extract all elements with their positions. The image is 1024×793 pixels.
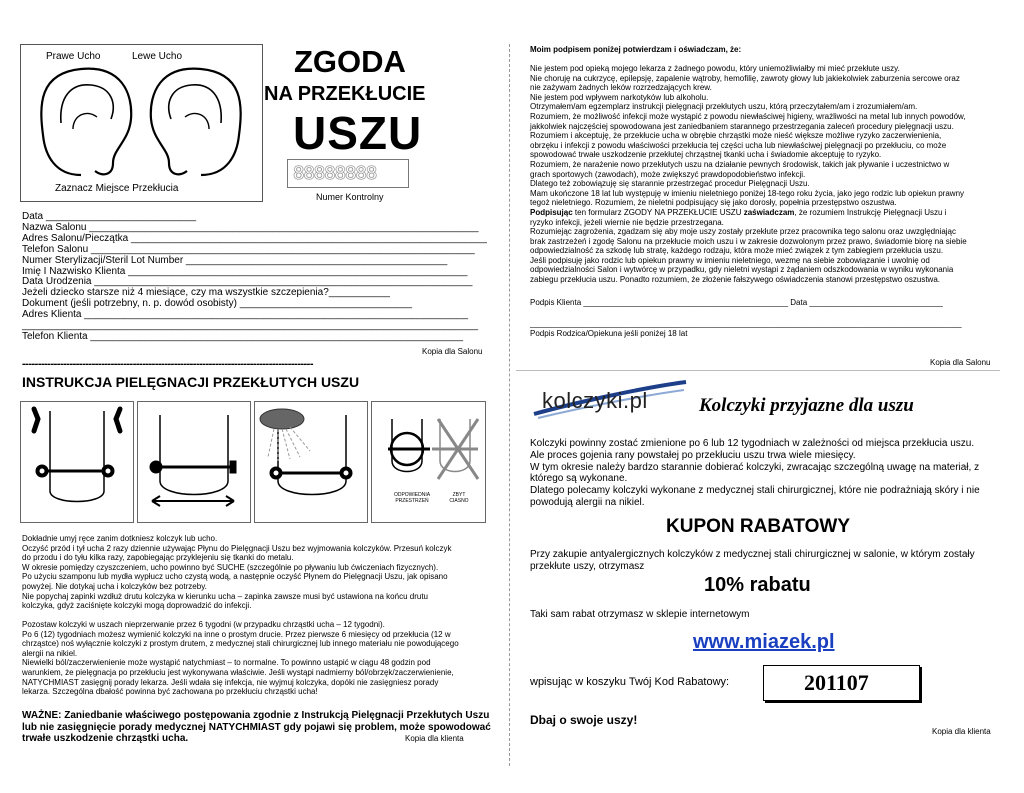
coupon-text: Przy zakupie antyalergicznych kolczyków z medycznej stali chirurgicznej w salonie, w którym zostały przekłute uszy, otrzymasz bbox=[530, 549, 975, 572]
field-client-phone[interactable]: Telefon Klienta ___________________________________________________________________ bbox=[22, 330, 464, 342]
label-proper-space: ODPOWIEDNIA PRZESTRZEŃ bbox=[393, 492, 431, 504]
title-big: USZU bbox=[293, 107, 423, 159]
field-client-address[interactable]: Adres Klienta _____________________________________________________________________ bbox=[22, 309, 469, 321]
field-document[interactable]: Dokument (jeśli potrzebny, n. p. dowód osobisty) _______________________________ bbox=[22, 298, 413, 310]
field-salon-address[interactable]: Adres Salonu/Pieczątka ________________________________________________________________ bbox=[22, 232, 487, 244]
ear-diagram-box bbox=[20, 44, 263, 202]
field-salon-name[interactable]: Nazwa Salonu ______________________________________________________________________ bbox=[22, 221, 479, 233]
copy-salon-right: Kopia dla Salonu bbox=[930, 358, 991, 367]
shop-url-link[interactable]: www.miazek.pl bbox=[693, 631, 835, 653]
signature-client-line[interactable]: Podpis Klienta ______________________________________________ Data ______________________________ bbox=[530, 298, 943, 307]
instructions-heading: INSTRUKCJA PIELĘGNACJI PRZEKŁUTYCH USZU bbox=[22, 374, 360, 390]
title-main: ZGODA bbox=[294, 44, 406, 79]
discount-code: 201107 bbox=[804, 670, 869, 695]
field-client-name[interactable]: Imię I Nazwisko Klienta _____________________________________________________________ bbox=[22, 265, 468, 277]
right-separator bbox=[516, 370, 1000, 371]
copy-client-right: Kopia dla klienta bbox=[932, 727, 991, 736]
discount-code-label: wpisując w koszyku Twój Kod Rabatowy: bbox=[530, 676, 730, 688]
field-salon-phone[interactable]: Telefon Salonu _____________________________________________________________________ bbox=[22, 243, 475, 255]
discount-amount: 10% rabatu bbox=[704, 574, 811, 596]
label-too-tight: ZBYT CIASNO bbox=[449, 492, 469, 504]
field-birth-date[interactable]: Data Urodzenia ____________________________________________________________________ bbox=[22, 276, 473, 288]
left-ear-label: Lewe Ucho bbox=[132, 51, 183, 62]
signature-parent-line[interactable]: _________________________________________________________________________________________________ bbox=[530, 319, 962, 328]
copy-salon-left: Kopia dla Salonu bbox=[422, 347, 483, 356]
consent-signing-line: Podpisując ten formularz ZGODY NA PRZEKŁUCIE USZU zaświadczam, że rozumiem Instrukcję Pielęgnacji Uszu i bbox=[530, 207, 947, 217]
promo-tagline: Kolczyki przyjazne dla uszu bbox=[699, 395, 914, 416]
field-vaccinations[interactable]: Jeżeli dziecko starsze niż 4 miesiące, czy ma wszystkie szczepienia?___________ bbox=[22, 287, 390, 299]
ears-illustration bbox=[21, 63, 262, 183]
field-client-address-2[interactable]: __________________________________________________________________________________ bbox=[22, 320, 479, 332]
coupon-title: KUPON RABATOWY bbox=[666, 516, 851, 537]
cut-line: -------------------------------------------------------------------------------------------- bbox=[22, 358, 314, 370]
signature-parent-label: Podpis Rodzica/Opiekuna jeśli poniżej 18 lat bbox=[530, 329, 688, 338]
control-number-box bbox=[287, 159, 409, 188]
copy-client-left: Kopia dla klienta bbox=[405, 734, 464, 743]
instructions-para-2: Pozostaw kolczyki w uszach nieprzerwanie przez 6 tygodni (w przypadku chrząstki ucha – 12 tygodni). Po 6 (12) tygodniach możesz wymienić kolczyki na inne o prostym drucie. Przez pierwsze 6 miesięcy od przekłucia (12 w chrząstce) noś wyłącznie kolczyki z prostym drutem, z medycznej stali chirurgicznej lub innego materiału nie powodującego alergii na nikiel. Niewielki ból/zaczerwienienie może wystąpić natychmiast – to normalne. To powinno ustąpić w ciągu 48 godzin pod warunkiem, że pielęgnacja po przekłuciu jest wykonywana właściwie. Jeśli wystąpi nadmierny ból/obrzęk/zaczerwienienie, NATYCHMIAST zasięgnij porady lekarza. Jeśli wdała się infekcja, nie wyjmuj kolczyka, dopóki nie zasięgniesz porady lekarza. Szczególna dbałość powinna być zachowana po przekłuciu chrząstki ucha! bbox=[22, 620, 459, 697]
kolczyki-logo bbox=[530, 378, 690, 424]
care-pictograms bbox=[20, 401, 486, 523]
control-number-digits: 88888888 bbox=[293, 163, 377, 185]
instructions-warning: WAŻNE: Zaniedbanie właściwego postępowania zgodnie z Instrukcją Pielęgnacji Przekłutych Uszu lub nie zasięgnięcie porady medycznej NATYCHMIAST gdy pojawi się problem, może spowodować trwałe uszkodzenie chrząstki ucha. bbox=[22, 710, 491, 744]
consent-heading: Moim podpisem poniżej potwierdzam i oświadczam, że: bbox=[530, 45, 742, 54]
right-ear-label: Prawe Ucho bbox=[46, 51, 101, 62]
instructions-para-1: Dokładnie umyj ręce zanim dotkniesz kolczyk lub ucho. Oczyść przód i tył ucha 2 razy dziennie używając Płynu do Pielęgnacji Uszu bez wyjmowania kolczyków. Przesuń kolczyk do przodu i do tyłu kilka razy, zapobiegając przyklejeniu się tkanki do metalu. W okresie pomiędzy czyszczeniem, ucho powinno być SUCHE (szczególnie po pływaniu lub ćwiczeniach fizycznych). Po użyciu szamponu lub mydła wypłucz ucho czystą wodą, a następnie oczyść Płynem do Pielęgnacji Uszu, jak opisano powyżej. Nie dotykaj ucha i kolczyków bez potrzeby. Nie popychaj zapinki wzdłuż drutu kolczyka w kierunku ucha – zapinka zawsze musi być ustawiona na końcu drutu kolczyka, gdyż zaciśnięte kolczyki mogą doprowadzić do infekcji. bbox=[22, 534, 452, 611]
logo-text: kolczyki.pl bbox=[542, 388, 648, 413]
slogan: Dbaj o swoje uszy! bbox=[530, 713, 638, 727]
ear-box-caption: Zaznacz Miejsce Przekłucia bbox=[55, 183, 179, 194]
field-lot-number[interactable]: Numer Sterylizacji/Steril Lot Number _______________________________________________ bbox=[22, 254, 448, 266]
vertical-divider bbox=[509, 44, 510, 766]
consent-statements: Nie jestem pod opieką mojego lekarza z żadnego powodu, który uniemożliwiałby mi mieć przekłute uszy. Nie choruję na cukrzycę, epilepsję, zapalenie wątroby, hemofilię, zawroty głowy lub jakiekolwiek zaburzenia sercowe oraz nie zażywam żadnych leków rozrzedzających krew. Nie jestem pod wpływem narkotyków lub alkoholu. Otrzymałem/am egzemplarz instrukcji pielęgnacji przekłutych uszu, którą przeczytałem/am i zrozumiałem/am. Rozumiem, że możliwość infekcji może wystąpić z powodu niewłaściwej higieny, wrażliwości na metal lub innych powodów, jakkolwiek najczęściej spowodowana jest zaniedbaniem starannego przestrzegania zaleceń procedury pielęgnacji uszu. Rozumiem i akceptuję, że przekłucie ucha w obrębie chrząstki może nieść większe możliwe ryzyko zaczerwienienia, obrzęku i infekcji z powodu właściwości przekłucia tej części ucha lub niewłaściwej pielęgnacji po przekłuciu, co może spowodować trwałe uszkodzenie przekłutej chrząstnej tkanki ucha i świadomie akceptuję to ryzyko. Rozumiem, że narażenie nowo przekłutych uszu na działanie pewnych środowisk, takich jak pływanie i uczestnictwo w grach sportowych (zawodach), może zwiększyć prawdopodobieństwo infekcji. Dlatego też zobowiązuję się starannie przestrzegać procedur Pielęgnacji Uszu. Mam ukończone 18 lat lub występuję w imieniu nieletniego poniżej 18-tego roku życia, jako jego rodzic lub opiekun prawny tegoż nieletniego. Rozumiem, że nieletni podpisujący się jako dorosły, popełnia przestępstwo oszustwa. Podpisując ten formularz ZGODY NA PRZEKŁUCIE USZU zaświadczam, że rozumiem Instrukcję Pielęgnacji Uszu i ryzyko infekcji, jeżeli wiernie nie będzie przestrzegana. Rozumiejąc zagrożenia, zgadzam się aby moje uszy zostały przekłute przez pracownika tego salonu oraz uwzględniając brak zastrzeżeń i zgodę Salonu na przekłucie moich uszu i w zakresie dozwolonym przez prawo, świadomie biorę na siebie odpowiedzialność za szkodę lub stratę, każdego rodzaju, która może mieć związek z tym zabiegiem przekłucia uszu. Jeśli podpisuję jako rodzic lub opiekun prawny w imieniu nieletniego, wezmę na siebie zobowiązanie i uwolnię od odpowiedzialności Salon i wytwórcę w przypadku, gdy nieletni wystąpi z żądaniem odszkodowania w wyniku wykonania zabiegu przekłucia uszu. Ponadto rozumiem, że złożenie fałszywego oświadczenia stanowi przestępstwo oszustwa. bbox=[530, 64, 1000, 285]
control-number-label: Numer Kontrolny bbox=[316, 192, 384, 202]
online-shop-text: Taki sam rabat otrzymasz w sklepie internetowym bbox=[530, 609, 750, 620]
promo-info: Kolczyki powinny zostać zmienione po 6 lub 12 tygodniach w zależności od miejsca przekłucia uszu. Ale proces gojenia rany powstałej po przekłuciu uszu trwa wiele miesięcy. W tym okresie należy bardzo starannie dobierać kolczyki, zwracając szczególną uwagę na materiał, z którego są wykonane. Dlatego polecamy kolczyki wykonane z medycznej stali chirurgicznej, które nie podrażniają skóry i nie powodują alergii na nikiel. bbox=[530, 438, 980, 508]
discount-code-box bbox=[763, 665, 920, 701]
title-sub: NA PRZEKŁUCIE bbox=[264, 83, 426, 105]
consent-form-fields bbox=[22, 211, 487, 343]
field-date[interactable]: Data ___________________________ bbox=[22, 211, 197, 222]
